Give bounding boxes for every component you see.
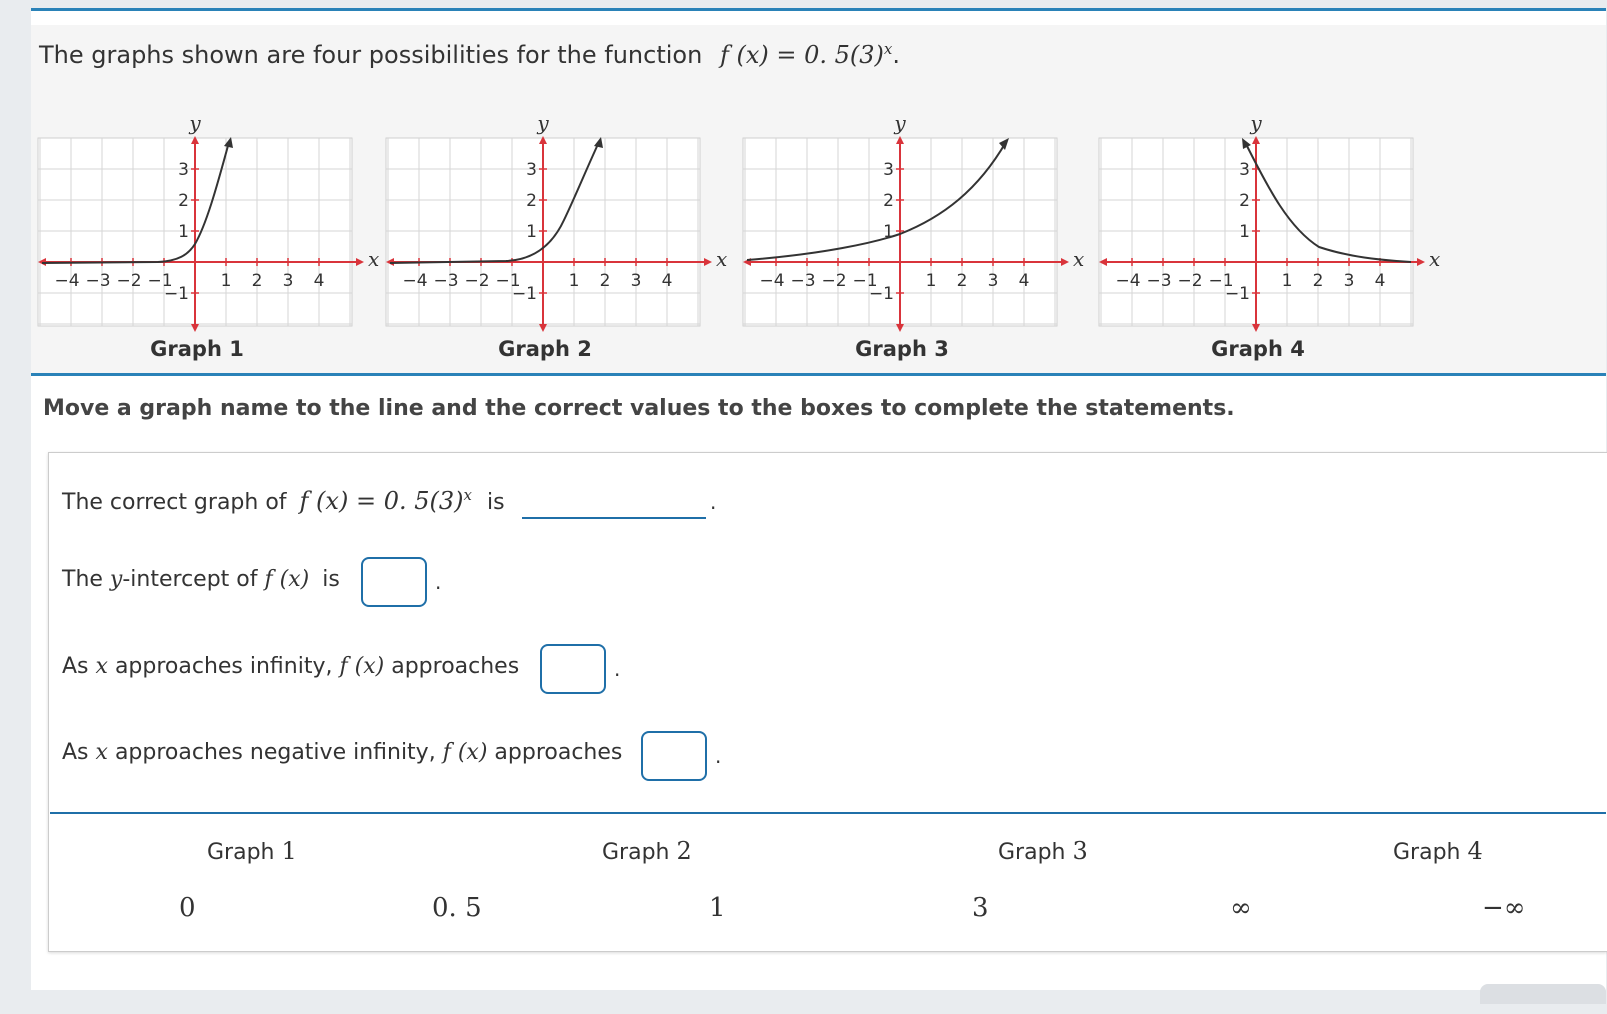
x-tick-label: −4 <box>54 271 80 291</box>
tile-value-3[interactable]: 3 <box>972 893 989 923</box>
x-tick-label: −4 <box>1115 271 1141 291</box>
tile-value-infinity[interactable]: ∞ <box>1230 893 1252 923</box>
y-intercept-drop-box[interactable] <box>361 557 427 607</box>
tile-graph-2[interactable]: Graph 2 <box>602 837 692 865</box>
y-tick-label: −1 <box>868 284 894 304</box>
instruction-text: Move a graph name to the line and the correct values to the boxes to complete the statements. <box>43 396 1235 421</box>
x-axis-label: x <box>1073 247 1085 271</box>
x-tick-label: −1 <box>852 271 878 291</box>
graph-2 <box>386 110 728 340</box>
x-tick-label: 1 <box>925 271 937 291</box>
y-tick-label: 3 <box>883 160 894 180</box>
graph-2-caption: Graph 2 <box>498 337 592 361</box>
graph-1 <box>38 110 380 340</box>
graph-name-drop-line[interactable] <box>522 517 706 519</box>
y-tick-label: 2 <box>883 191 894 211</box>
graph-1-caption: Graph 1 <box>150 337 244 361</box>
x-tick-label: 1 <box>1281 271 1293 291</box>
y-tick-label: −1 <box>1224 284 1250 304</box>
x-tick-label: 4 <box>1374 271 1386 291</box>
x-tick-label: 3 <box>987 271 999 291</box>
x-tick-label: −1 <box>495 271 521 291</box>
y-tick-label: 1 <box>883 222 894 242</box>
x-tick-label: 4 <box>313 271 325 291</box>
x-tick-label: −4 <box>759 271 785 291</box>
x-tick-label: −4 <box>402 271 428 291</box>
stem-function: f (x) = 0. $5(3)^x$ <box>719 40 893 69</box>
tile-value-0[interactable]: 0 <box>179 893 196 923</box>
section-divider <box>31 373 1606 376</box>
y-axis-label: y <box>537 111 549 135</box>
negative-infinity-limit-drop-box[interactable] <box>641 731 707 781</box>
y-axis-label: y <box>189 111 201 135</box>
bottom-tab <box>1480 984 1606 1004</box>
question-stem: The graphs shown are four possibilities for the function f (x) = 0. $5(3)^x$. <box>39 40 900 69</box>
x-tick-label: −2 <box>1177 271 1203 291</box>
statement-1-function: f (x) = 0. $5(3)^x$ <box>299 486 472 515</box>
x-axis-arrow <box>1061 258 1069 266</box>
x-tick-label: −2 <box>116 271 142 291</box>
y-tick-label: 1 <box>178 222 189 242</box>
tile-value-1[interactable]: 1 <box>709 893 726 923</box>
x-tick-label: 3 <box>282 271 294 291</box>
x-tick-label: −3 <box>433 271 459 291</box>
statement-2: The y-intercept of f (x) is <box>62 567 340 592</box>
x-tick-label: 3 <box>1343 271 1355 291</box>
x-tick-label: 2 <box>956 271 968 291</box>
x-tick-label: 1 <box>568 271 580 291</box>
x-tick-label: 2 <box>599 271 611 291</box>
tile-graph-4[interactable]: Graph 4 <box>1393 837 1483 865</box>
x-axis-label: x <box>368 247 380 271</box>
y-axis-arrow-down <box>896 324 904 332</box>
graph-3 <box>743 110 1085 340</box>
statement-4: As x approaches negative infinity, f (x) approaches <box>62 740 623 765</box>
x-axis-arrow <box>1417 258 1425 266</box>
stem-text: The graphs shown are four possibilities for the function <box>39 41 703 69</box>
x-axis-label: x <box>716 247 728 271</box>
x-tick-label: −3 <box>790 271 816 291</box>
y-axis-arrow-down <box>539 324 547 332</box>
y-tick-label: 1 <box>1239 222 1250 242</box>
x-tick-label: −1 <box>1208 271 1234 291</box>
y-axis-arrow-down <box>1252 324 1260 332</box>
y-tick-label: 2 <box>178 191 189 211</box>
infinity-limit-drop-box[interactable] <box>540 644 606 694</box>
x-tick-label: −3 <box>85 271 111 291</box>
x-tick-label: 4 <box>661 271 673 291</box>
y-tick-label: 2 <box>1239 191 1250 211</box>
x-axis-arrow <box>704 258 712 266</box>
y-tick-label: 2 <box>526 191 537 211</box>
y-axis-arrow-down <box>191 324 199 332</box>
tile-value-negative-infinity[interactable]: −∞ <box>1482 893 1526 923</box>
y-tick-label: 3 <box>1239 160 1250 180</box>
x-tick-label: 4 <box>1018 271 1030 291</box>
tile-graph-3[interactable]: Graph 3 <box>998 837 1088 865</box>
y-axis-label: y <box>894 111 906 135</box>
tile-value-0-5[interactable]: 0. 5 <box>432 893 482 923</box>
y-tick-label: 3 <box>178 160 189 180</box>
x-tick-label: −1 <box>147 271 173 291</box>
y-tick-label: −1 <box>163 284 189 304</box>
graph-3-caption: Graph 3 <box>855 337 949 361</box>
x-tick-label: −2 <box>464 271 490 291</box>
x-tick-label: −2 <box>821 271 847 291</box>
x-tick-label: 2 <box>251 271 263 291</box>
x-tick-label: 3 <box>630 271 642 291</box>
top-divider <box>31 8 1606 11</box>
graph-4 <box>1099 110 1441 340</box>
y-axis-label: y <box>1250 111 1262 135</box>
y-tick-label: 3 <box>526 160 537 180</box>
statement-1: The correct graph of f (x) = 0. $5(3)^x$ is <box>62 486 505 515</box>
y-tick-label: 1 <box>526 222 537 242</box>
x-tick-label: 2 <box>1312 271 1324 291</box>
x-tick-label: −3 <box>1146 271 1172 291</box>
x-axis-arrow <box>356 258 364 266</box>
y-tick-label: −1 <box>511 284 537 304</box>
statement-3: As x approaches infinity, f (x) approaches <box>62 654 520 679</box>
tile-graph-1[interactable]: Graph 1 <box>207 837 297 865</box>
tile-tray-divider <box>50 812 1606 814</box>
x-tick-label: 1 <box>220 271 232 291</box>
x-axis-label: x <box>1429 247 1441 271</box>
answer-panel <box>48 452 1607 952</box>
graph-4-caption: Graph 4 <box>1211 337 1305 361</box>
